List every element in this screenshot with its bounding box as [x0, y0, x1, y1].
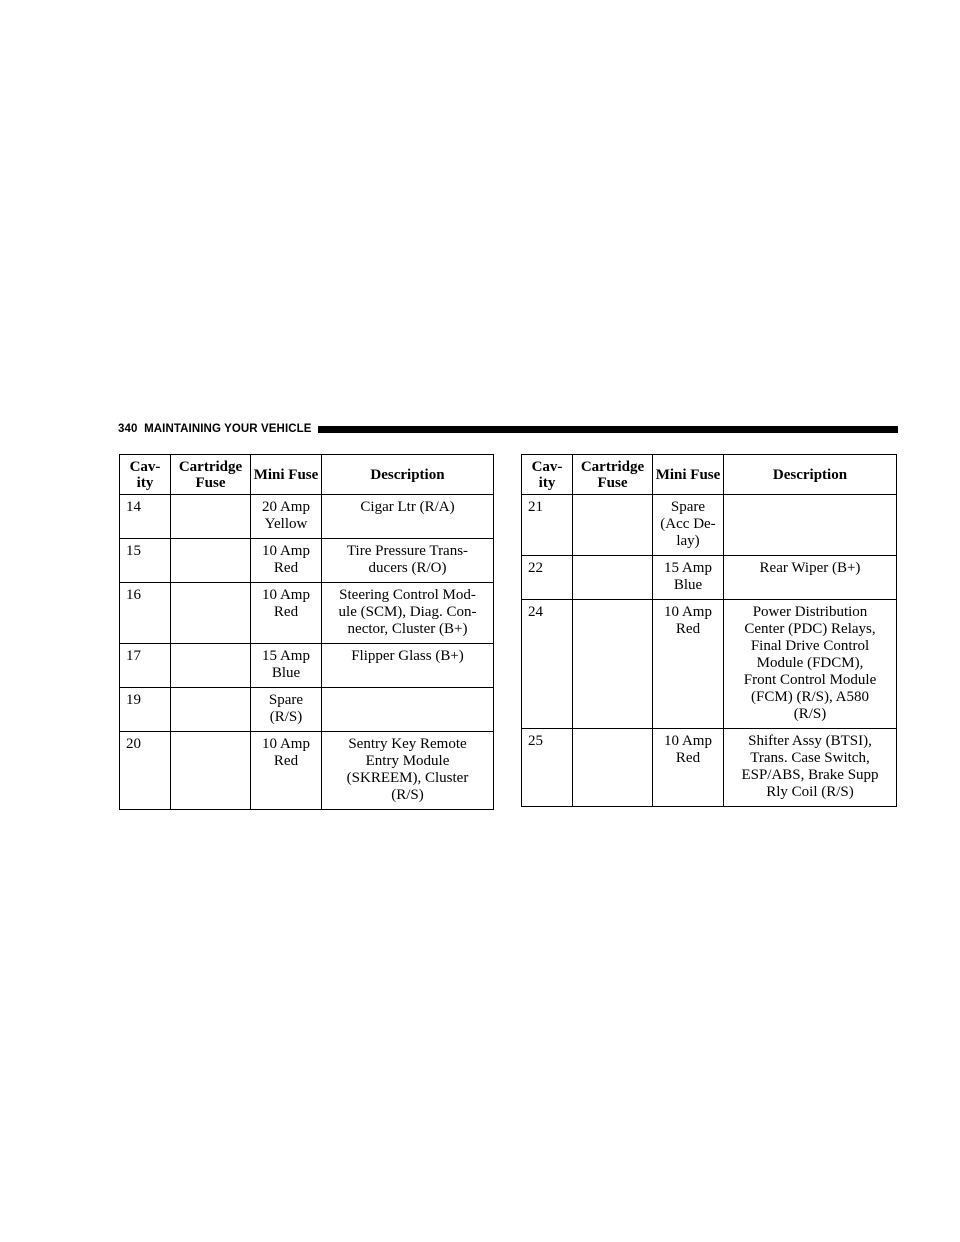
table-header-row — [522, 455, 897, 495]
description-cell — [724, 600, 897, 729]
mini-fuse-line: Spare — [670, 499, 706, 515]
table-row — [522, 729, 897, 807]
mini-fuse-cell — [653, 556, 724, 600]
cavity-cell: 17 — [120, 644, 171, 688]
table-row — [522, 495, 897, 556]
mini-fuse-line: 10 Amp — [664, 604, 712, 620]
header-cavity-line: ity — [538, 475, 556, 491]
table-row — [120, 539, 494, 583]
description-line: (R/S) — [793, 706, 827, 722]
cartridge-fuse-cell — [171, 688, 251, 732]
table-header-row — [120, 455, 494, 495]
description-line: Center (PDC) Relays, — [744, 621, 876, 637]
cavity-cell: 19 — [120, 688, 171, 732]
header-mini-fuse-line: Mini Fuse — [655, 467, 721, 483]
description-line: Sentry Key Remote — [348, 736, 467, 752]
header-rule — [318, 426, 898, 433]
cartridge-fuse-cell — [171, 644, 251, 688]
mini-fuse-line: 10 Amp — [262, 587, 310, 603]
description-line: Entry Module — [365, 753, 450, 769]
mini-fuse-line: 10 Amp — [664, 733, 712, 749]
header-cavity — [120, 455, 171, 495]
description-cell — [322, 732, 494, 810]
table-row — [120, 644, 494, 688]
mini-fuse-line: (R/S) — [269, 709, 303, 725]
cartridge-fuse-cell — [573, 556, 653, 600]
header-mini-fuse — [251, 455, 322, 495]
cartridge-fuse-cell — [171, 732, 251, 810]
description-cell — [322, 583, 494, 644]
description-line: Tire Pressure Trans- — [346, 543, 469, 559]
mini-fuse-cell — [653, 729, 724, 807]
cartridge-fuse-cell — [573, 600, 653, 729]
header-description — [322, 455, 494, 495]
fuse-table-left — [119, 454, 494, 810]
mini-fuse-cell — [251, 644, 322, 688]
header-cavity-line: Cav- — [129, 459, 161, 475]
mini-fuse-line: Spare — [268, 692, 304, 708]
mini-fuse-cell — [251, 583, 322, 644]
cavity-cell: 25 — [522, 729, 573, 807]
mini-fuse-line: Red — [675, 750, 701, 766]
mini-fuse-line: Blue — [271, 665, 301, 681]
mini-fuse-cell — [653, 600, 724, 729]
description-cell — [322, 644, 494, 688]
section-title: MAINTAINING YOUR VEHICLE — [144, 423, 312, 435]
description-line: Power Distribution — [752, 604, 868, 620]
description-cell — [724, 495, 897, 556]
header-cartridge-fuse — [573, 455, 653, 495]
cartridge-fuse-cell — [171, 539, 251, 583]
description-cell — [724, 556, 897, 600]
cavity-cell: 24 — [522, 600, 573, 729]
table-row — [522, 600, 897, 729]
cavity-cell: 21 — [522, 495, 573, 556]
table-body — [120, 495, 494, 810]
cartridge-fuse-cell — [171, 583, 251, 644]
table-row — [120, 688, 494, 732]
header-cartridge-fuse — [171, 455, 251, 495]
cartridge-fuse-cell — [171, 495, 251, 539]
description-cell — [322, 495, 494, 539]
table-row — [120, 495, 494, 539]
header-cartridge-fuse-line: Cartridge — [580, 459, 645, 475]
mini-fuse-line: Red — [273, 604, 299, 620]
cavity-cell: 14 — [120, 495, 171, 539]
description-line: Rly Coil (R/S) — [766, 784, 854, 800]
description-line: nector, Cluster (B+) — [347, 621, 468, 637]
description-line: ESP/ABS, Brake Supp — [741, 767, 879, 783]
fuse-table-right — [521, 454, 897, 807]
cavity-cell: 22 — [522, 556, 573, 600]
table-body — [522, 495, 897, 807]
description-line: ducers (R/O) — [368, 560, 447, 576]
mini-fuse-line: 10 Amp — [262, 543, 310, 559]
header-cavity-line: ity — [136, 475, 154, 491]
mini-fuse-line: Red — [273, 753, 299, 769]
cavity-cell: 20 — [120, 732, 171, 810]
header-cavity-line: Cav- — [531, 459, 563, 475]
header-cartridge-fuse-line: Cartridge — [178, 459, 243, 475]
description-line: ule (SCM), Diag. Con- — [338, 604, 477, 620]
mini-fuse-line: Blue — [673, 577, 703, 593]
description-line: Front Control Module — [743, 672, 877, 688]
description-line: Final Drive Control — [750, 638, 870, 654]
mini-fuse-cell — [251, 539, 322, 583]
cartridge-fuse-cell — [573, 729, 653, 807]
mini-fuse-line: lay) — [676, 533, 700, 549]
header-description — [724, 455, 897, 495]
header-cavity — [522, 455, 573, 495]
header-cartridge-fuse-line: Fuse — [195, 475, 226, 491]
description-line: (SKREEM), Cluster — [346, 770, 469, 786]
page-number: 340 — [118, 423, 138, 435]
header-mini-fuse-line: Mini Fuse — [253, 467, 319, 483]
mini-fuse-cell — [653, 495, 724, 556]
mini-fuse-line: 15 Amp — [262, 648, 310, 664]
header-description-line: Description — [370, 467, 445, 483]
description-line: Rear Wiper (B+) — [759, 560, 861, 576]
mini-fuse-line: Yellow — [264, 516, 308, 532]
description-line: Steering Control Mod- — [339, 587, 476, 603]
page-header-text — [118, 423, 312, 435]
mini-fuse-line: 10 Amp — [262, 736, 310, 752]
mini-fuse-line: Red — [273, 560, 299, 576]
cavity-cell: 16 — [120, 583, 171, 644]
header-description-line: Description — [772, 467, 848, 483]
description-line: (FCM) (R/S), A580 — [751, 689, 869, 705]
mini-fuse-line: 15 Amp — [664, 560, 712, 576]
mini-fuse-line: 20 Amp — [262, 499, 310, 515]
table-row — [120, 732, 494, 810]
table-row — [522, 556, 897, 600]
description-cell — [322, 539, 494, 583]
description-line: Trans. Case Switch, — [750, 750, 870, 766]
description-cell — [724, 729, 897, 807]
mini-fuse-cell — [251, 688, 322, 732]
mini-fuse-cell — [251, 732, 322, 810]
header-mini-fuse — [653, 455, 724, 495]
cavity-cell: 15 — [120, 539, 171, 583]
page-header — [118, 422, 898, 436]
mini-fuse-line: Red — [675, 621, 701, 637]
cartridge-fuse-cell — [573, 495, 653, 556]
description-line: Module (FDCM), — [756, 655, 864, 671]
table-row — [120, 583, 494, 644]
mini-fuse-cell — [251, 495, 322, 539]
description-line: (R/S) — [391, 787, 424, 803]
description-line: Cigar Ltr (R/A) — [360, 499, 455, 515]
mini-fuse-line: (Acc De- — [660, 516, 716, 532]
description-cell — [322, 688, 494, 732]
description-line: Flipper Glass (B+) — [351, 648, 464, 664]
description-line: Shifter Assy (BTSI), — [748, 733, 872, 749]
header-cartridge-fuse-line: Fuse — [597, 475, 628, 491]
